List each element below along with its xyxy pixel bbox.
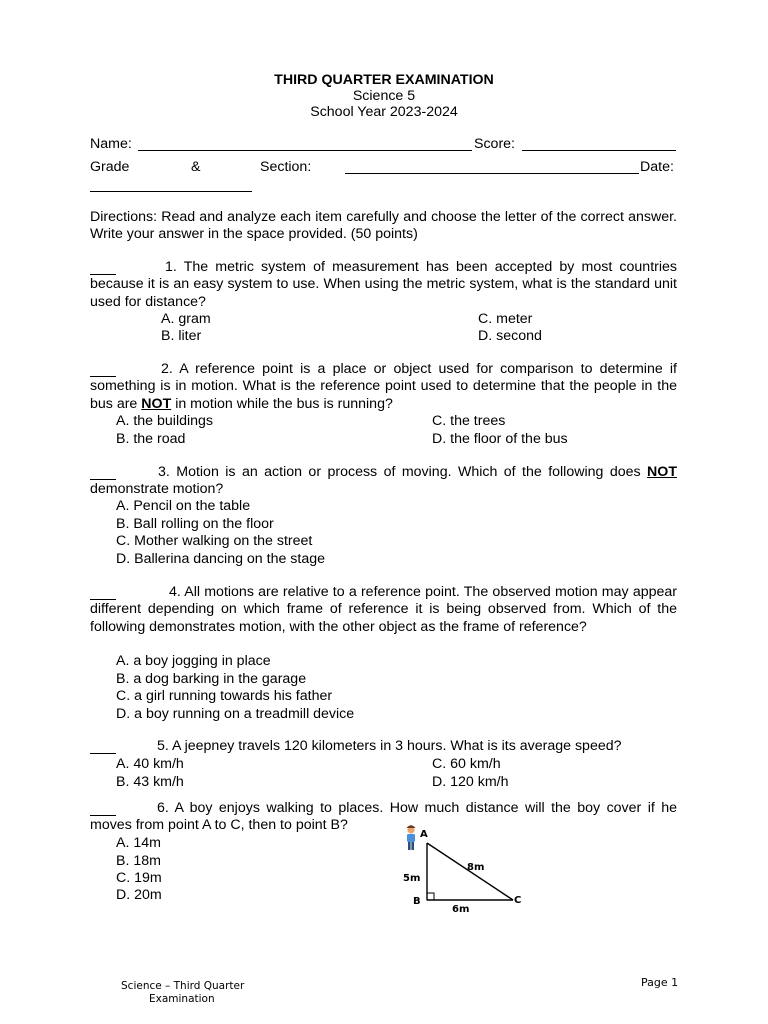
question-6-text: 6. A boy enjoys walking to places. How much distance will the boy cover if he moves from point A to C, then to point B? bbox=[90, 800, 677, 834]
q2-option-d: D. the floor of the bus bbox=[432, 431, 568, 447]
q4-option-a: A. a boy jogging in place bbox=[116, 653, 271, 669]
q3-text-before: 3. Motion is an action or process of moving. Which of the following does bbox=[158, 464, 641, 480]
q2-emphasis: NOT bbox=[141, 395, 172, 412]
q1-option-c: C. meter bbox=[478, 311, 533, 327]
grade-label: Grade bbox=[90, 159, 130, 175]
score-field[interactable] bbox=[522, 138, 676, 151]
question-5-text: 5. A jeepney travels 120 kilometers in 3 hours. What is its average speed? bbox=[157, 738, 622, 754]
q1-option-a: A. gram bbox=[161, 311, 211, 327]
school-year: School Year 2023-2024 bbox=[310, 104, 458, 120]
q5-option-b: B. 43 km/h bbox=[116, 774, 184, 790]
name-field[interactable] bbox=[138, 138, 472, 151]
page-number: Page 1 bbox=[641, 976, 679, 989]
label-side-ac: 8m bbox=[467, 862, 485, 873]
question-3-text bbox=[90, 464, 677, 499]
q4-option-d: D. a boy running on a treadmill device bbox=[116, 706, 355, 722]
q2-option-a: A. the buildings bbox=[116, 413, 214, 429]
section-label: Section: bbox=[260, 159, 312, 175]
q3-emphasis: NOT bbox=[647, 464, 677, 480]
q1-option-b: B. liter bbox=[161, 328, 202, 344]
directions: Directions: Read and analyze each item carefully and choose the letter of the correct answer. Write your answer in the space provided. (50 points) bbox=[90, 209, 677, 243]
score-label: Score: bbox=[474, 136, 516, 152]
q5-option-d: D. 120 km/h bbox=[432, 774, 509, 790]
question-1-text: 1. The metric system of measurement has been accepted by most countries because it is an easy system to use. When using the metric system, what is the standard unit used for distance? bbox=[90, 259, 677, 310]
label-c: C bbox=[514, 895, 522, 906]
footer-left-line1: Science – Third Quarter bbox=[121, 980, 245, 992]
q1-option-d: D. second bbox=[478, 328, 542, 344]
q2-text-before: 2. A reference point is a place or object used for comparison to determine if something is in motion. What is the reference point used to determine that the people in the bus are bbox=[90, 361, 677, 412]
q3-text-after: demonstrate motion? bbox=[90, 481, 224, 498]
footer-left-line2: Examination bbox=[149, 993, 215, 1005]
exam-title: THIRD QUARTER EXAMINATION bbox=[274, 72, 494, 88]
q3-option-b: B. Ball rolling on the floor bbox=[116, 516, 274, 532]
q6-option-a: A. 14m bbox=[116, 835, 161, 851]
q2-text-after: in motion while the bus is running? bbox=[175, 395, 393, 412]
q6-option-c: C. 19m bbox=[116, 870, 162, 886]
q5-option-a: A. 40 km/h bbox=[116, 756, 184, 772]
question-4-text: 4. All motions are relative to a reference point. The observed motion may appear different depending on which frame of reference it is being observed from. Which of the following demonstrates motion, with the other object as the frame of reference? bbox=[90, 584, 677, 635]
exam-subject: Science 5 bbox=[352, 88, 416, 104]
q3-option-c: C. Mother walking on the street bbox=[116, 533, 313, 549]
boy-icon bbox=[407, 825, 416, 850]
date-label: Date: bbox=[640, 159, 674, 175]
right-angle-mark bbox=[427, 893, 434, 900]
question-2-text bbox=[90, 361, 677, 413]
q3-option-d: D. Ballerina dancing on the stage bbox=[116, 551, 326, 567]
q2-option-c: C. the trees bbox=[432, 413, 506, 429]
label-a: A bbox=[420, 829, 428, 840]
q2-option-b: B. the road bbox=[116, 431, 186, 447]
date-field[interactable] bbox=[90, 179, 252, 192]
label-b: B bbox=[413, 896, 421, 907]
section-field[interactable] bbox=[345, 161, 639, 174]
answer-blank-5[interactable] bbox=[90, 741, 116, 754]
q5-option-c: C. 60 km/h bbox=[432, 756, 501, 772]
q6-option-d: D. 20m bbox=[116, 887, 162, 903]
name-label: Name: bbox=[90, 136, 132, 152]
q6-option-b: B. 18m bbox=[116, 853, 161, 869]
label-side-ab: 5m bbox=[403, 873, 421, 884]
label-side-bc: 6m bbox=[452, 904, 470, 914]
ampersand: & bbox=[191, 159, 201, 175]
q3-option-a: A. Pencil on the table bbox=[116, 498, 251, 514]
q4-option-c: C. a girl running towards his father bbox=[116, 688, 333, 704]
triangle-figure bbox=[395, 822, 530, 914]
q4-option-b: B. a dog barking in the garage bbox=[116, 671, 307, 687]
